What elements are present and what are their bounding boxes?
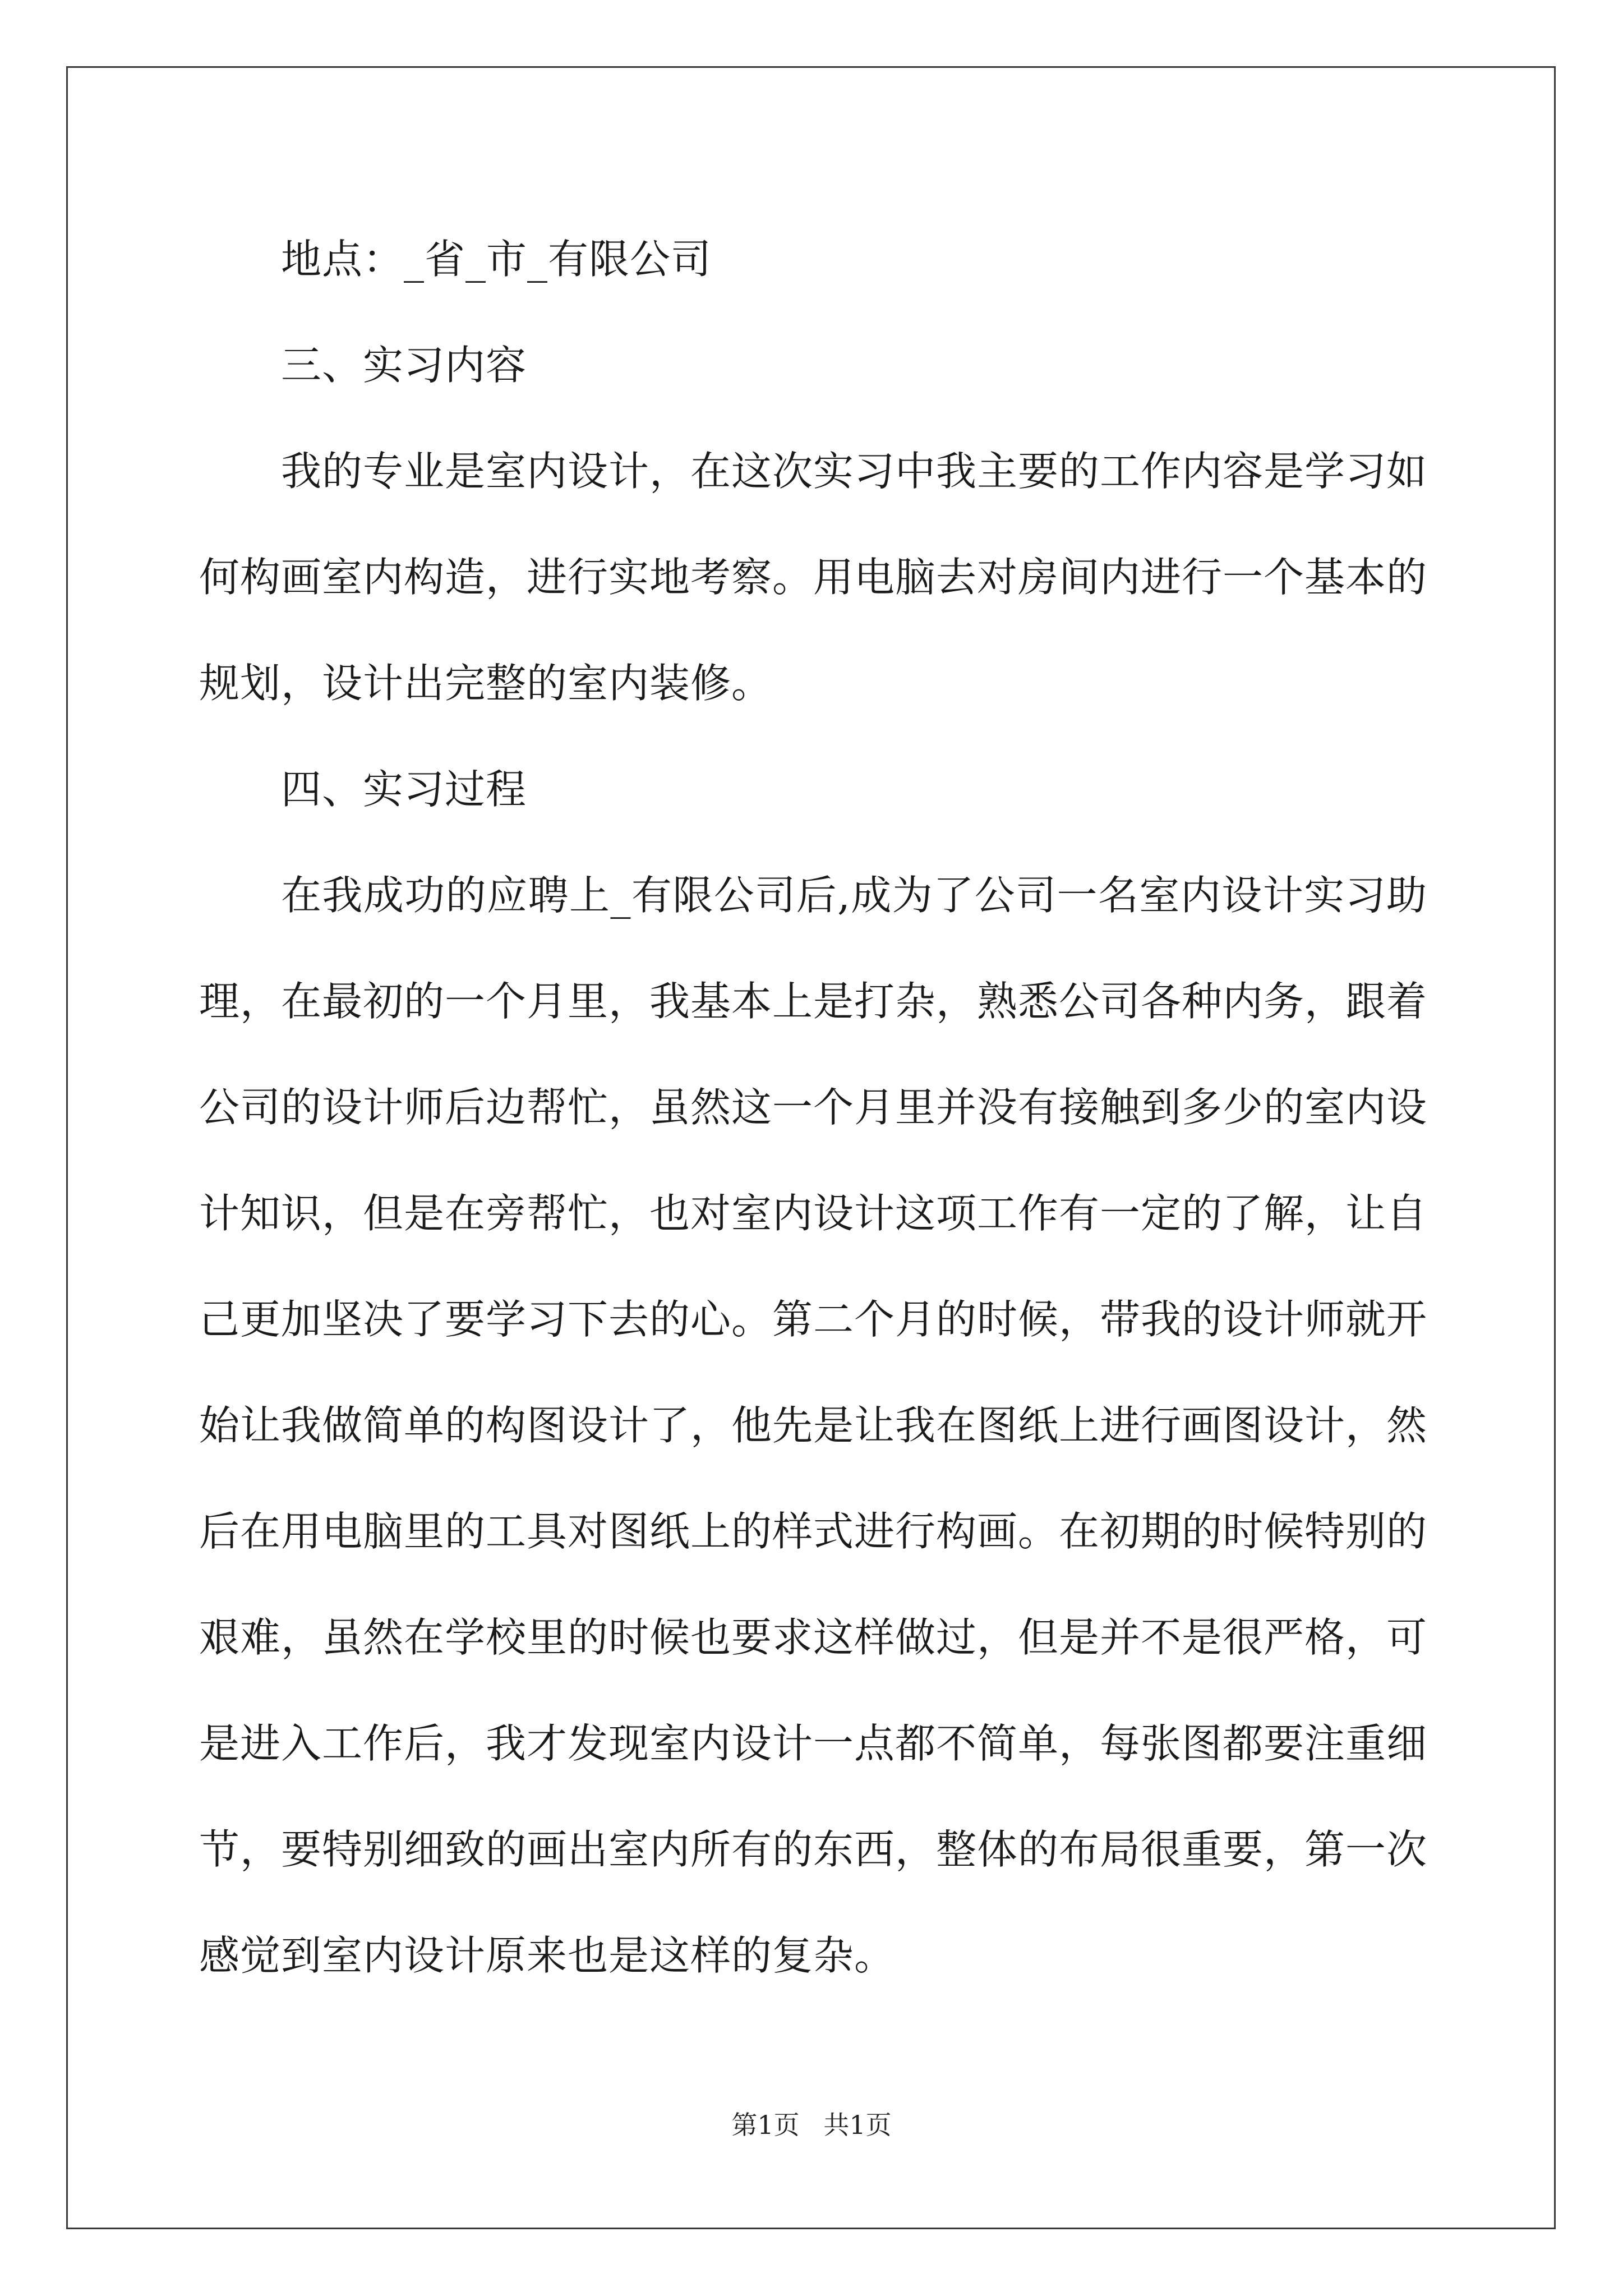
section-heading-internship-content: 三、实习内容 bbox=[281, 342, 527, 389]
page-total: 共1页 bbox=[823, 2110, 892, 2140]
section-heading-internship-process: 四、实习过程 bbox=[281, 766, 527, 813]
page-number: 第1页 bbox=[731, 2110, 800, 2140]
paragraph-internship-process: 在我成功的应聘上_有限公司后,成为了公司一名室内设计实习助理，在最初的一个月里，我基本上是打杂，熟悉公司各种内务，跟着公司的设计师后边帮忙，虽然这一个月里并没有接触到多少的室内设计知识，但是在旁帮忙，也对室内设计这项工作有一定的了解，让自己更加坚决了要学习下去的心。第二个月的时候，带我的设计师就开始让我做简单的构图设计了，他先是让我在图纸上进行画图设计，然后在用电脑里的工具对图纸上的样式进行构画。在初期的时候特别的艰难，虽然在学校里的时候也要求这样做过，但是并不是很严格，可是进入工作后，我才发现室内设计一点都不简单，每张图都要注重细节，要特别细致的画出室内所有的东西，整体的布局很重要，第一次感觉到室内设计原来也是这样的复杂。 bbox=[199, 872, 1428, 1979]
page-footer bbox=[0, 2105, 1623, 2142]
document-body bbox=[199, 206, 1427, 2009]
location-line: 地点：_省_市_有限公司 bbox=[281, 236, 712, 283]
paragraph-internship-content: 我的专业是室内设计，在这次实习中我主要的工作内容是学习如何构画室内构造，进行实地考察。用电脑去对房间内进行一个基本的规划，设计出完整的室内装修。 bbox=[199, 448, 1428, 707]
